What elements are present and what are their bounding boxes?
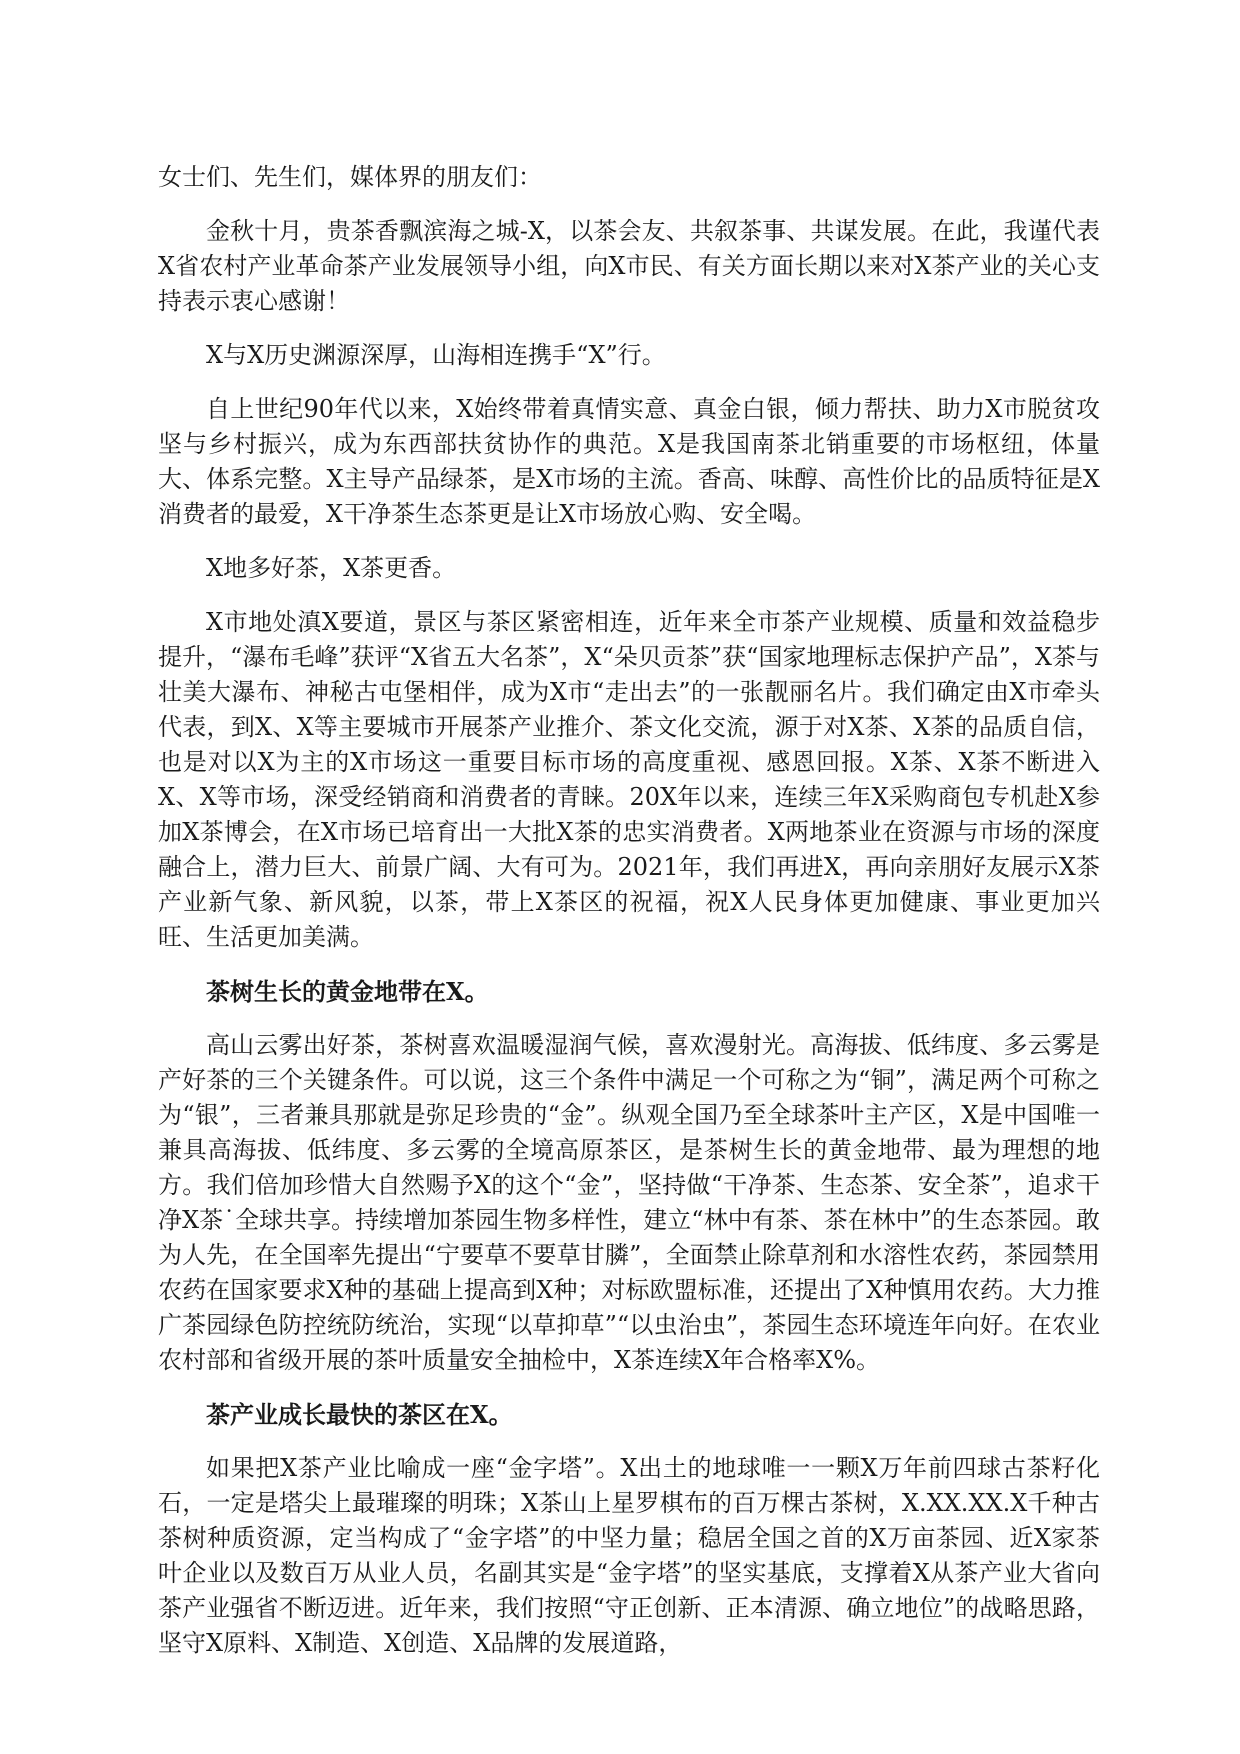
paragraph-support: 自上世纪90年代以来，X始终带着真情实意、真金白银，倾力帮扶、助力X市脱贫攻坚与乡村振兴，成为东西部扶贫协作的典范。X是我国南茶北销重要的市场枢纽，体量大、体系完整。X主导产品绿茶，是X市场的主流。香高、味醇、高性价比的品质特征是X消费者的最爱，X干净茶生态茶更是让X市场放心购、安全喝。 <box>158 395 1100 528</box>
paragraph-gratitude: 金秋十月，贵茶香飘滨海之城-X，以茶会友、共叙茶事、共谋发展。在此，我谨代表X省农村产业革命茶产业发展领导小组，向X市民、有关方面长期以来对X茶产业的关心支持表示衷心感谢！ <box>158 217 1100 315</box>
salutation: 女士们、先生们，媒体界的朋友们： <box>158 163 542 191</box>
paragraph-city-tea-industry: X市地处滇X要道，景区与茶区紧密相连，近年来全市茶产业规模、质量和效益稳步提升，“瀑布毛峰”获评“X省五大名茶”，X“朵贝贡茶”获“国家地理标志保护产品”，X茶与壮美大瀑布、神秘古屯堡相伴，成为X市“走出去”的一张靓丽名片。我们确定由X市牵头代表，到X、X等主要城市开展茶产业推介、茶文化交流，源于对X茶、X茶的品质自信，也是对以X为主的X市场这一重要目标市场的高度重视、感恩回报。X茶、X茶不断进入X、X等市场，深受经销商和消费者的青睐。20X年以来，连续三年X采购商包专机赴X参加X茶博会，在X市场已培育出一大批X茶的忠实消费者。X两地茶业在资源与市场的深度融合上，潜力巨大、前景广阔、大有可为。2021年，我们再进X，再向亲朋好友展示X茶产业新气象、新风貌，以茶，带上X茶区的祝福，祝X人民身体更加健康、事业更加兴旺、生活更加美满。 <box>158 608 1100 951</box>
section-heading-fastest-growth: 茶产业成长最快的茶区在X。 <box>206 1400 513 1429</box>
paragraph-history: X与X历史渊源深厚，山海相连携手“X”行。 <box>206 341 666 369</box>
paragraph-good-tea: X地多好茶，X茶更香。 <box>206 554 457 582</box>
paragraph-pyramid: 如果把X茶产业比喻成一座“金字塔”。X出土的地球唯一一颗X万年前四球古茶籽化石，一定是塔尖上最璀璨的明珠；X茶山上星罗棋布的百万棵古茶树，X.XX.XX.X千种古茶树种质资源，定当构成了“金字塔”的中坚力量；稳居全国之首的X万亩茶园、近X家茶叶企业以及数百万从业人员，名副其实是“金字塔”的坚实基底，支撑着X从茶产业大省向茶产业强省不断迈进。近年来，我们按照“守正创新、正本清源、确立地位”的战略思路，坚守X原料、X制造、X创造、X品牌的发展道路， <box>158 1454 1100 1657</box>
paragraph-golden-belt: 高山云雾出好茶，茶树喜欢温暖湿润气候，喜欢漫射光。高海拔、低纬度、多云雾是产好茶的三个关键条件。可以说，这三个条件中满足一个可称之为“铜”，满足两个可称之为“银”，三者兼具那就是弥足珍贵的“金”。纵观全国乃至全球茶叶主产区，X是中国唯一兼具高海拔、低纬度、多云雾的全境高原茶区，是茶树生长的黄金地带、最为理想的地方。我们倍加珍惜大自然赐予X的这个“金”，坚持做“干净茶、生态茶、安全茶”，追求干净X茶˙全球共享。持续增加茶园生物多样性，建立“林中有茶、茶在林中”的生态茶园。敢为人先，在全国率先提出“宁要草不要草甘膦”，全面禁止除草剂和水溶性农药，茶园禁用农药在国家要求X种的基础上提高到X种；对标欧盟标准，还提出了X种慎用农药。大力推广茶园绿色防控统防统治，实现“以草抑草”“以虫治虫”，茶园生态环境连年向好。在农业农村部和省级开展的茶叶质量安全抽检中，X茶连续X年合格率X%。 <box>158 1031 1100 1374</box>
document-page <box>158 160 1100 1680</box>
section-heading-golden-belt: 茶树生长的黄金地带在X。 <box>206 977 489 1006</box>
